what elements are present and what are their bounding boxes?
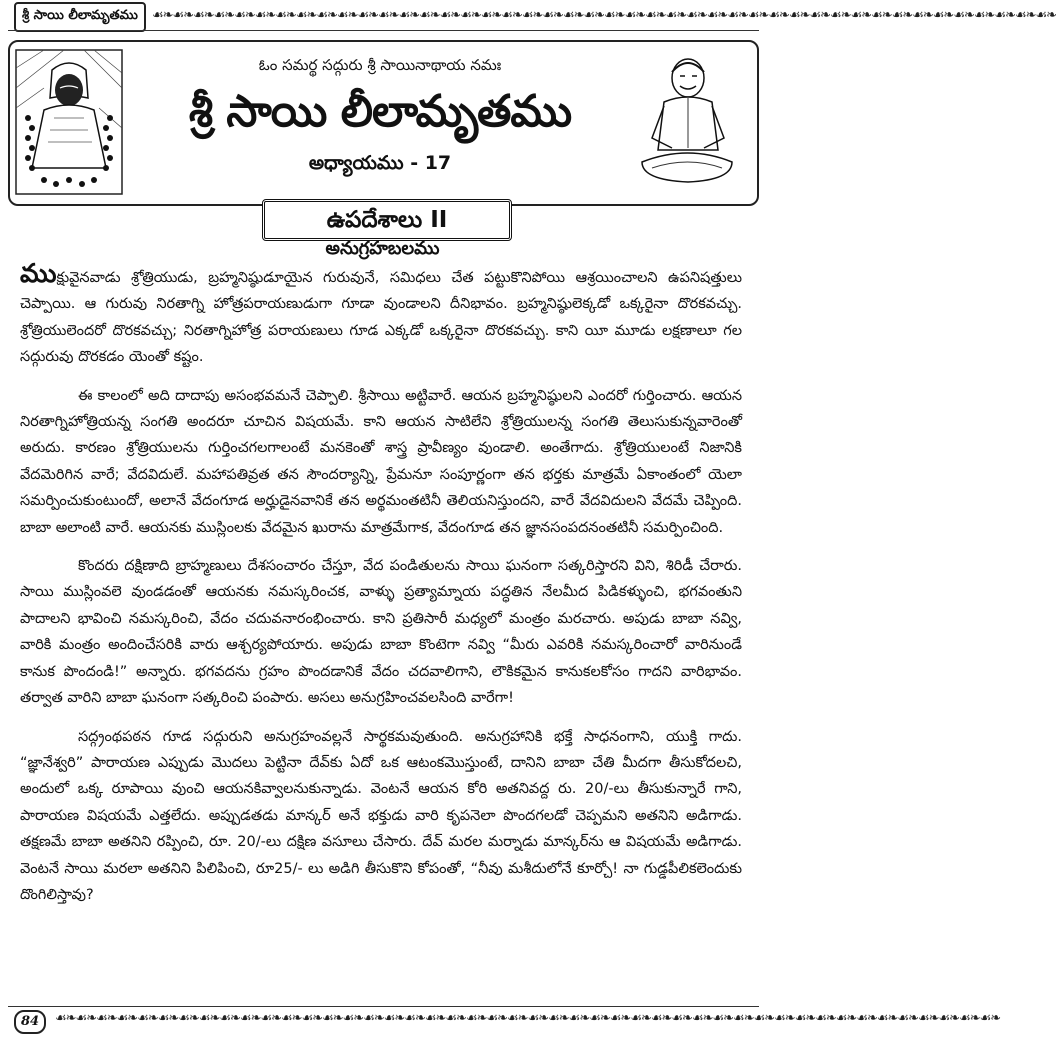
sai-baba-portrait-illustration — [14, 48, 124, 196]
paragraph: ఈ కాలంలో అది దాదాపు అసంభవమనే చెప్పాలి. శ్రీసాయి అట్టివారే. ఆయన బ్రహ్మనిష్ఠులని ఎందరో గుర్తించారు. ఆయన నిరతాగ్నిహోత్రియన్న సంగతి అందరూ చూచిన విషయమే. కాని ఆయన సాటిలేని శ్రోత్రియులన్న సంగతి తెలుసుకున్నవారెంతో అరుదు. కారణం శ్రోత్రియులను గుర్తించగలగాలంటే మనకెంతో శాస్త్ర ప్రావీణ్యం వుండాలి. అంతేగాదు. శ్రోత్రియులంటే నిజానికి వేదమెరిగిన వారే; వేదవిదులే. మహాపతివ్రత తన సౌందర్యాన్ని, ప్రేమనూ సంపూర్ణంగా తన భర్తకు మాత్రమే ఏకాంతంలో యెలా సమర్పించుకుంటుందో, అలానే వేదంగూడ అర్హుడైనవానికే తన అర్థమంతటినీ తెలియనిస్తుందని, వారే వేదవిదులని వేదమే చెప్పింది. బాబా అలాంటి వారే. ఆయనకు ముస్లింలకు వేదమైన ఖురాను మాత్రమేగాక, వేదంగూడ తన జ్ఞానసంపదనంతటినీ సమర్పించింది. — [20, 387, 742, 536]
paragraph-text: క్షువైనవాడు శ్రోత్రియుడు, బ్రహ్మనిష్ఠుడూయైన గురువునే, సమిధలు చేత పట్టుకొనిపోయి ఆశ్రయించాలని ఉపనిషత్తులు చెప్పాయి. ఆ గురువు నిరతాగ్ని హోత్రపరాయణుడుగా గూడా వుండాలని దీనిభావం. బ్రహ్మనిష్ఠులెక్కడో ఒక్కరైనా దొరకవచ్చు. శ్రోత్రియులెందరో దొరకవచ్చు; నిరతాగ్నిహోత్ర పరాయణులు గూడ ఎక్కడో ఒక్కరైనా దొరకవచ్చు. కాని యీ మూడు లక్షణాలూ గల సద్గురువు దొరకడం యెంతో కష్టం. — [20, 270, 742, 366]
vine-border-top: ☙❧☙❧☙❧☙❧☙❧☙❧☙❧☙❧☙❧☙❧☙❧☙❧☙❧☙❧☙❧☙❧☙❧☙❧☙❧☙❧☙❧☙❧☙❧☙❧☙❧☙❧☙❧☙❧☙❧☙❧☙❧☙❧☙❧☙❧☙❧☙❧☙❧☙❧☙❧☙❧☙❧☙❧☙❧☙❧ — [152, 8, 1056, 23]
book-title: శ్రీ సాయి లీలామృతము — [188, 86, 572, 137]
paragraph — [20, 259, 742, 371]
page-number: 84 — [14, 1010, 46, 1034]
section-subheading: అనుగ్రహబలము — [325, 238, 440, 259]
bottom-rule — [8, 1006, 759, 1007]
drop-cap: ము — [20, 259, 57, 289]
paragraph: సద్గ్రంథపఠన గూడ సద్గురుని అనుగ్రహంవల్లనే సార్థకమవుతుంది. అనుగ్రహానికి భక్తే సాధనంగాని, యుక్తి గాదు. “జ్ఞానేశ్వరి” పారాయణ ఎప్పుడు మొదలు పెట్టినా దేవ్‌కు ఏదో ఒక ఆటంకమొస్తుంటే, దానిని బాబా చేతి మీదగా తీసుకోదలచి, అందులో ఒక్క రూపాయి వుంచి ఆయనకివ్వాలనుకున్నాడు. వెంటనే ఆయన కోరి అతనివద్ద రు. 20/-లు తీసుకున్నారే గాని, పారాయణ విషయమే ఎత్తలేదు. అప్పుడతడు మాన్కర్ అనే భక్తుడు వారి కృపనెలా పొందగలడో చెప్పమని అతనిని అడిగాడు. తక్షణమే బాబా అతనిని రప్పించి, రూ. 20/-లు దక్షిణ వసూలు చేసారు. దేవ్ మరల మర్నాడు మాన్కర్‌ను ఆ విషయమే అడిగాడు. వెంటనే సాయి మరలా అతనిని పిలిపించి, రూ25/- లు అడిగి తీసుకొని కోపంతో, “నీవు మశీదులోనే కూర్చో! నా గుడ్డపీలికలెందుకు దొంగిలిస్తావు? — [20, 728, 742, 903]
section-title-banner: ఉపదేశాలు II — [262, 199, 512, 241]
top-rule — [8, 30, 759, 31]
running-header-title: శ్రీ సాయి లీలామృతము — [14, 2, 146, 32]
body-text — [20, 259, 742, 920]
paragraph: కొందరు దక్షిణాది బ్రాహ్మణులు దేశసంచారం చేస్తూ, వేద పండితులను సాయి ఘనంగా సత్కరిస్తారని విని, శిరిడీ చేరారు. సాయి ముస్లింవలె వుండడంతో ఆయనకు నమస్కరించక, వాళ్ళు ప్రత్యామ్నాయ పద్ధతిన నేలమీద పిడికళ్ళుంచి, భగవంతుని పాదాలని భావించి నమస్కరించి, వేదం చదువనారంభించారు. కాని ప్రతిసారీ మధ్యలో మంత్రం మరచారు. అపుడు బాబా నవ్వి, వారికి మంత్రం అందించేసరికి వారు ఆశ్చర్యపోయారు. అపుడు బాబా కొంటెగా నవ్వి “మీరు ఎవరికి నమస్కరించారో వారినుండే కానుక పొందండి!” అన్నారు. భగవదను గ్రహం పొందడానికే వేదం చదవాలిగాని, లౌకికమైన కానుకలకోసం గాదని వారిభావం. తర్వాత వారిని బాబా ఘనంగా సత్కరించి పంపారు. అసలు అనుగ్రహించవలసింది వారేగా! — [20, 558, 742, 707]
invocation-line: ఓం సమర్థ సద్గురు శ్రీ సాయినాథాయ నమః — [258, 56, 502, 74]
vine-border-bottom: ☙❧☙❧☙❧☙❧☙❧☙❧☙❧☙❧☙❧☙❧☙❧☙❧☙❧☙❧☙❧☙❧☙❧☙❧☙❧☙❧☙❧☙❧☙❧☙❧☙❧☙❧☙❧☙❧☙❧☙❧☙❧☙❧☙❧☙❧☙❧☙❧☙❧☙❧☙❧☙❧☙❧☙❧☙❧☙❧☙❧☙❧ — [55, 1011, 1001, 1026]
seated-devotee-illustration — [632, 52, 742, 192]
chapter-label: అధ్యాయము - 17 — [308, 152, 452, 174]
